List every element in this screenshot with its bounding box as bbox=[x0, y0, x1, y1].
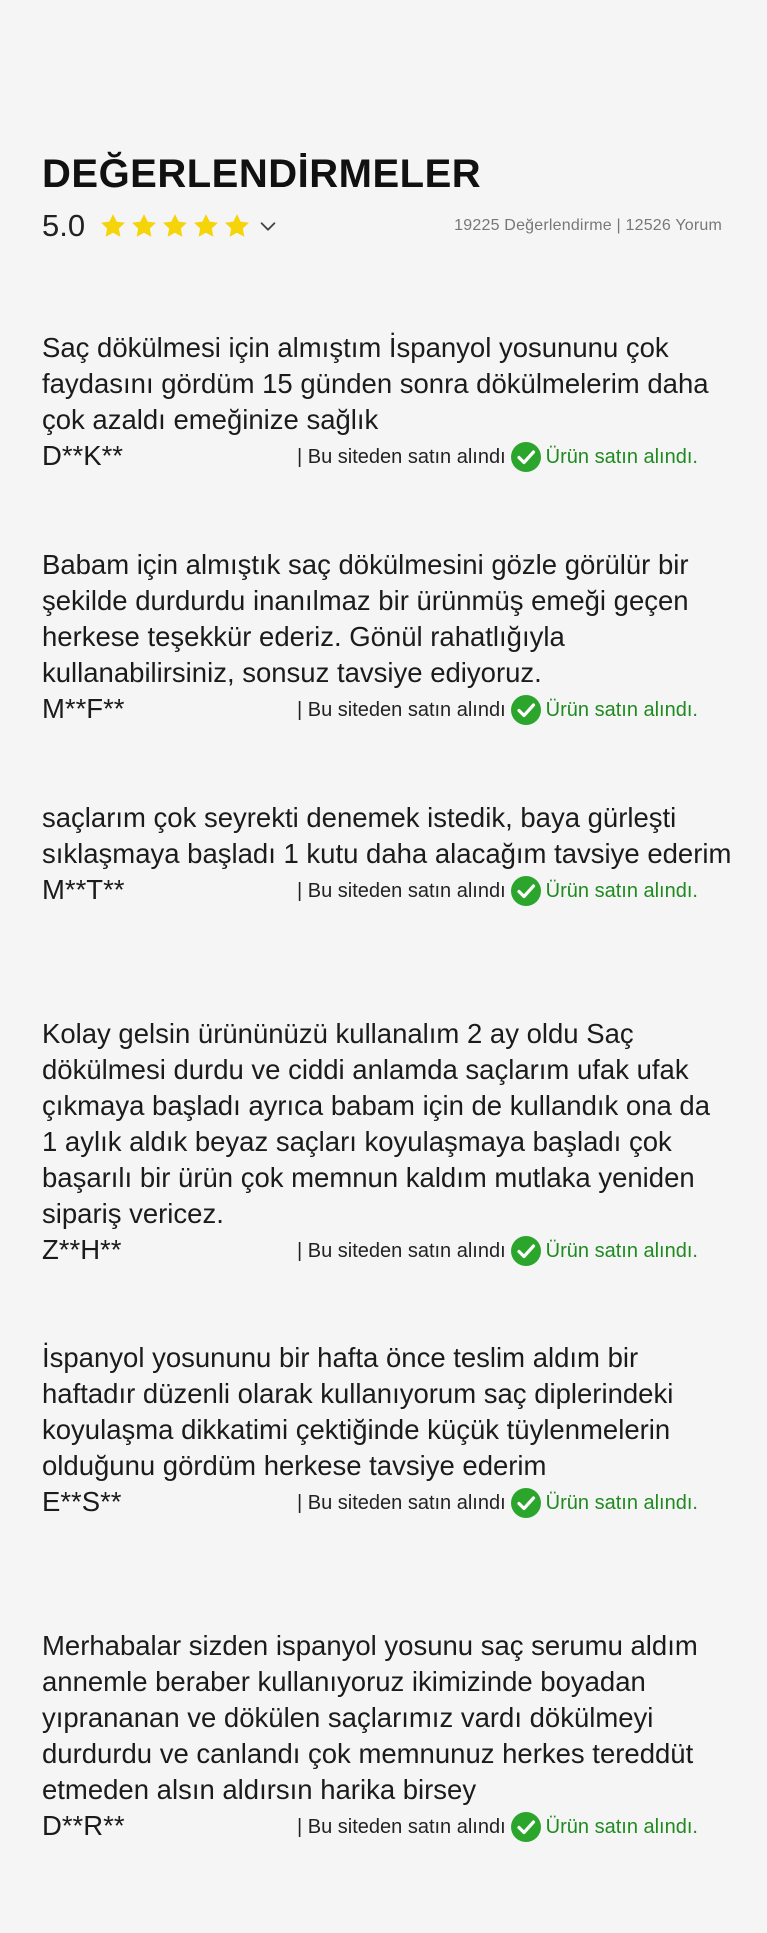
review-text: Kolay gelsin ürününüzü kullanalım 2 ay oldu Saç dökülmesi durdu ve ciddi anlamda saçlarım ufak ufak çıkmaya başladı ayrıca babam için de kullandık ona da 1 aylık aldık beyaz saçları koyulaşmaya başladı çok başarılı bir ürün çok memnun kaldım mutlaka yeniden sipariş vericez. bbox=[42, 1018, 711, 1229]
check-circle-icon bbox=[511, 442, 541, 472]
rating-counts: 19225 Değerlendirme | 12526 Yorum bbox=[454, 217, 722, 234]
average-score: 5.0 bbox=[42, 208, 86, 243]
site-purchase-label: | Bu siteden satın alındı bbox=[297, 879, 506, 902]
check-circle-icon bbox=[511, 1488, 541, 1518]
review-item bbox=[42, 330, 732, 474]
review-author: D**K** bbox=[42, 440, 124, 471]
site-purchase-label: | Bu siteden satın alındı bbox=[297, 1815, 506, 1838]
check-circle-icon bbox=[511, 695, 541, 725]
verified-purchase-label: Ürün satın alındı. bbox=[545, 698, 698, 721]
purchase-info bbox=[297, 1487, 698, 1519]
review-author: Z**H** bbox=[42, 1234, 122, 1265]
star-icon bbox=[130, 212, 158, 240]
review-text: İspanyol yosununu bir hafta önce teslim aldım bir haftadır düzenli olarak kullanıyorum saç diplerindeki koyulaşma dikkatimi çektiğinde küçük tüylenmelerin olduğunu gördüm herkese tavsiye ederim bbox=[42, 1342, 674, 1481]
review-text: Babam için almıştık saç dökülmesini gözle görülür bir şekilde durdurdu inanılmaz bir ürünmüş emeği geçen herkese teşekkür ederiz. Gönül rahatlığıyla kullanabilirsiniz, sonsuz tavsiye ediyoruz. bbox=[42, 549, 689, 688]
site-purchase-label: | Bu siteden satın alındı bbox=[297, 445, 506, 468]
review-author: E**S** bbox=[42, 1486, 122, 1517]
review-item bbox=[42, 800, 732, 908]
purchase-info bbox=[297, 441, 698, 473]
review-author: M**F** bbox=[42, 693, 125, 724]
review-meta bbox=[42, 872, 732, 908]
star-icon bbox=[192, 212, 220, 240]
purchase-info bbox=[297, 1811, 698, 1843]
purchase-info bbox=[297, 875, 698, 907]
verified-purchase-label: Ürün satın alındı. bbox=[545, 445, 698, 468]
review-author: D**R** bbox=[42, 1810, 125, 1841]
review-item bbox=[42, 1016, 732, 1268]
review-meta bbox=[42, 1484, 732, 1520]
purchase-info bbox=[297, 1235, 698, 1267]
reviews-title: DEĞERLENDİRMELER bbox=[42, 152, 482, 196]
review-text: Merhabalar sizden ispanyol yosunu saç serumu aldım annemle beraber kullanıyoruz ikimizinde boyadan yıprananan ve dökülen saçlarımız vardı dökülmeyi durdurdu ve canlandı çok memnunuz herkes tereddüt etmeden alsın aldırsın harika birsey bbox=[42, 1630, 698, 1805]
review-author: M**T** bbox=[42, 874, 125, 905]
review-meta bbox=[42, 1808, 732, 1844]
verified-purchase-label: Ürün satın alındı. bbox=[545, 1491, 698, 1514]
site-purchase-label: | Bu siteden satın alındı bbox=[297, 698, 506, 721]
check-circle-icon bbox=[511, 1812, 541, 1842]
verified-purchase-label: Ürün satın alındı. bbox=[545, 1815, 698, 1838]
chevron-down-icon[interactable] bbox=[257, 215, 279, 237]
review-item bbox=[42, 1340, 732, 1520]
review-text: saçlarım çok seyrekti denemek istedik, baya gürleşti sıklaşmaya başladı 1 kutu daha alacağım tavsiye ederim bbox=[42, 802, 732, 869]
review-text: Saç dökülmesi için almıştım İspanyol yosununu çok faydasını gördüm 15 günden sonra dökülmelerim daha çok azaldı emeğinize sağlık bbox=[42, 332, 709, 435]
star-icon bbox=[99, 212, 127, 240]
star-icon bbox=[223, 212, 251, 240]
site-purchase-label: | Bu siteden satın alındı bbox=[297, 1491, 506, 1514]
review-meta bbox=[42, 1232, 732, 1268]
verified-purchase-label: Ürün satın alındı. bbox=[545, 879, 698, 902]
check-circle-icon bbox=[511, 876, 541, 906]
star-rating bbox=[99, 212, 251, 240]
review-item bbox=[42, 547, 732, 727]
rating-summary bbox=[42, 200, 722, 252]
review-meta bbox=[42, 438, 732, 474]
site-purchase-label: | Bu siteden satın alındı bbox=[297, 1239, 506, 1262]
check-circle-icon bbox=[511, 1236, 541, 1266]
purchase-info bbox=[297, 694, 698, 726]
review-meta bbox=[42, 691, 732, 727]
star-icon bbox=[161, 212, 189, 240]
review-item bbox=[42, 1628, 732, 1844]
verified-purchase-label: Ürün satın alındı. bbox=[545, 1239, 698, 1262]
